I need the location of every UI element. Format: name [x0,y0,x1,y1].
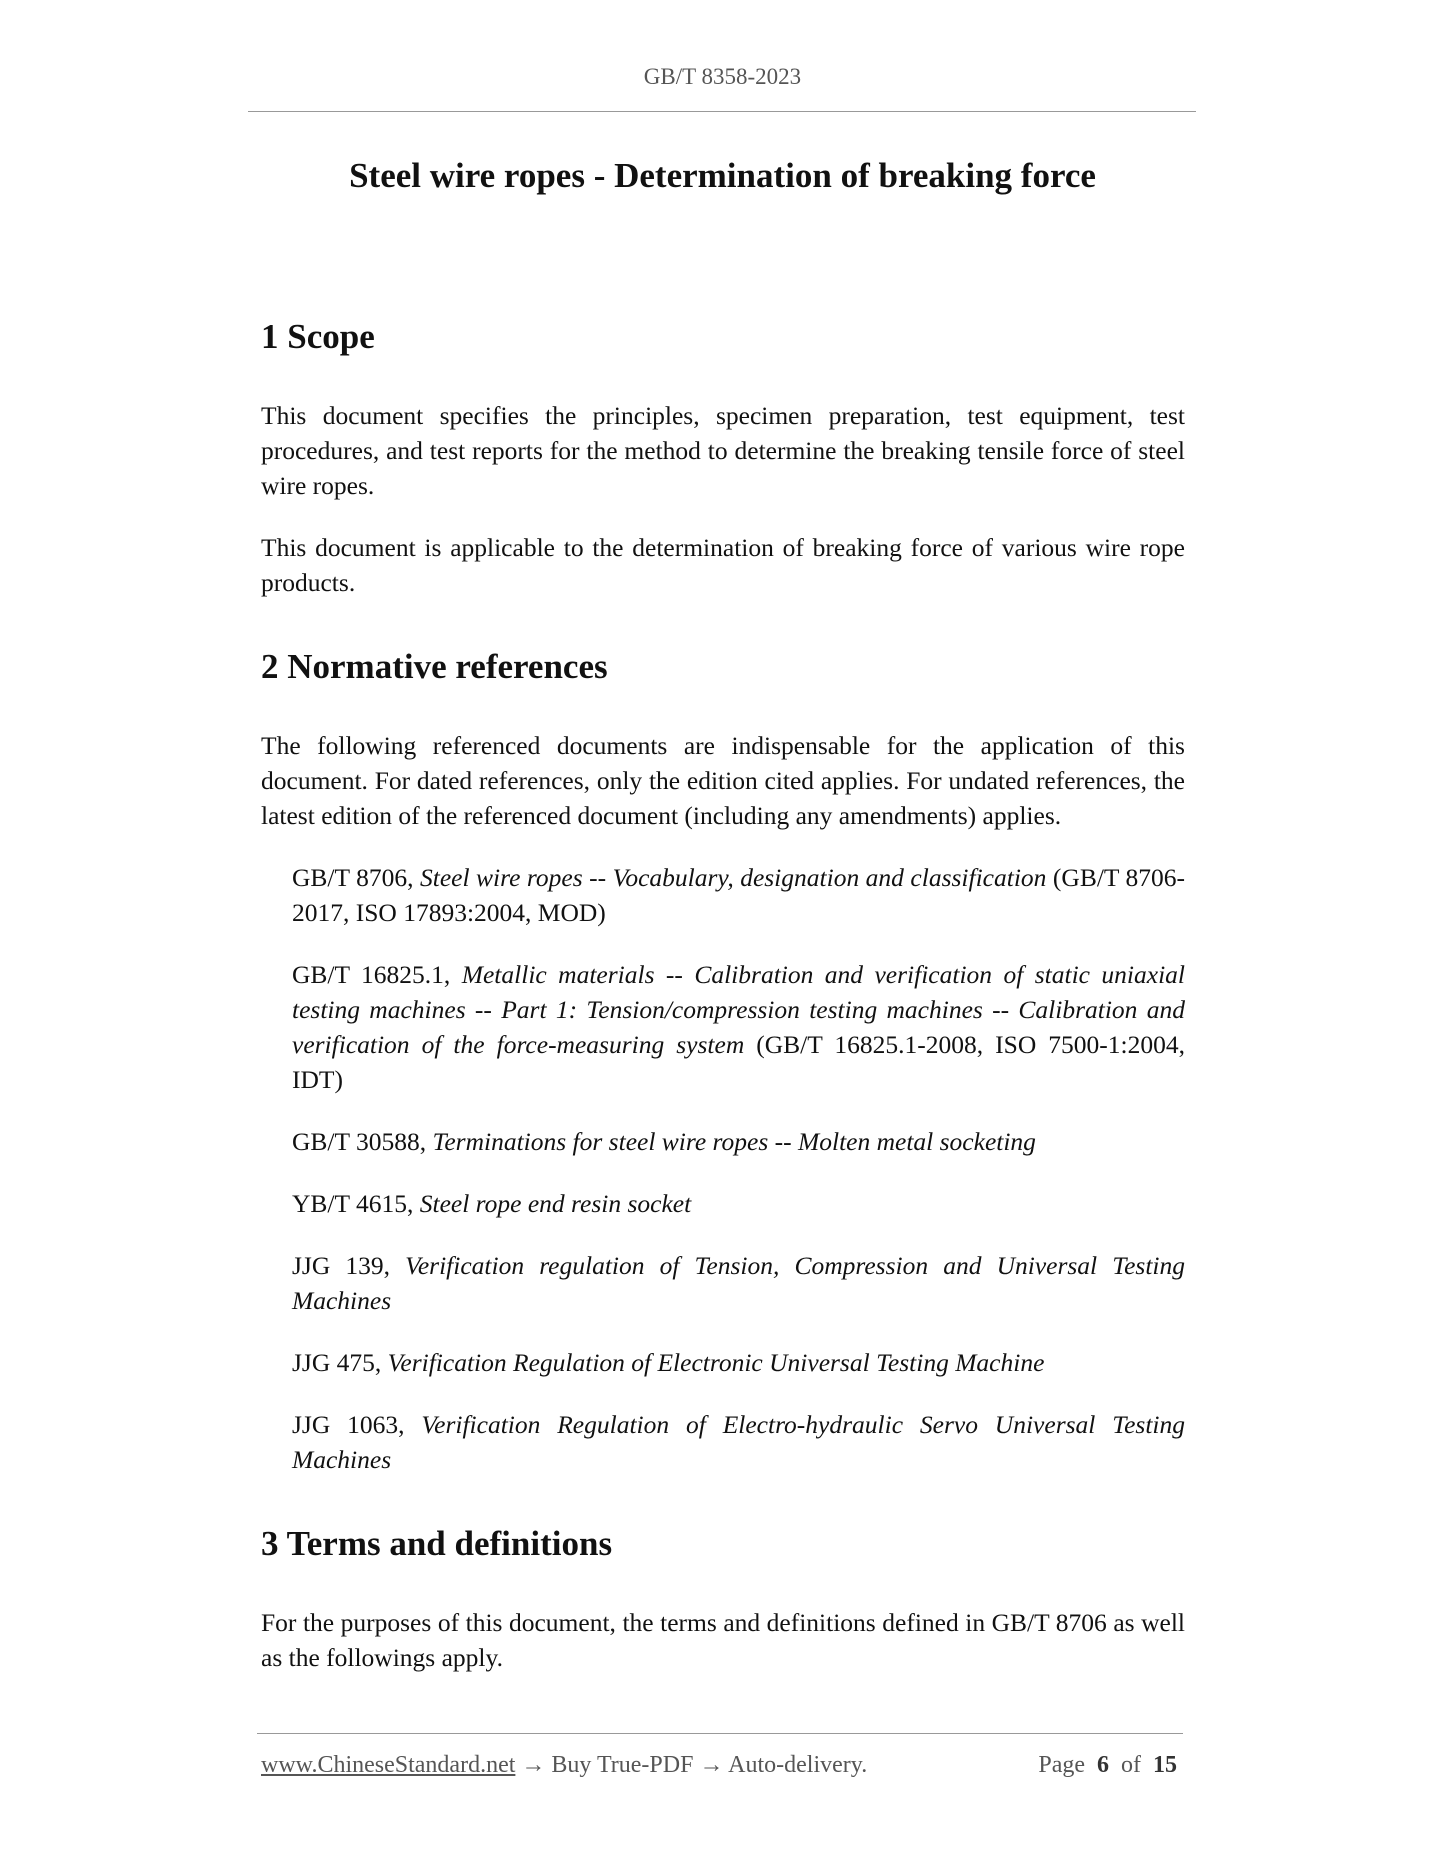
reference-item [292,957,1185,1097]
section-heading-normative-references: 2 Normative references [261,647,608,686]
section-heading-terms-definitions: 3 Terms and definitions [261,1524,613,1563]
section-heading-scope: 1 Scope [261,317,375,356]
page-counter [1038,1752,1177,1779]
reference-title: Verification Regulation of Electronic Universal Testing Machine [387,1348,1045,1377]
current-page-number: 6 [1097,1752,1109,1778]
document-body [261,316,1185,1702]
reference-code: JJG 139, [292,1251,406,1280]
arrow-right-icon: → [521,1752,546,1778]
normative-intro-paragraph: The following referenced documents are indispensable for the application of this document. For dated references, only the edition cited applies. For undated references, the latest edition of the referenced document (including any amendments) applies. [261,731,1185,830]
reference-item [292,1407,1185,1477]
reference-suffix: (GB/T 8706-2017, ISO 17893:2004, MOD) [292,863,1186,927]
auto-delivery-text: Auto-delivery. [728,1752,868,1778]
reference-suffix: (GB/T 16825.1-2008, ISO 7500-1:2004, IDT) [292,1030,1185,1094]
page-footer [261,1752,1177,1779]
header-doc-id: GB/T 8358-2023 [643,64,802,89]
reference-code: YB/T 4615, [292,1189,420,1218]
reference-title: Steel wire ropes -- Vocabulary, designation and classification [419,863,1047,892]
reference-item [292,860,1185,930]
arrow-right-icon: → [699,1752,724,1778]
page-label: Page [1038,1752,1085,1778]
header-divider [248,111,1196,112]
website-link[interactable]: www.ChineseStandard.net [261,1752,516,1778]
total-page-count: 15 [1153,1752,1177,1778]
reference-code: JJG 1063, [292,1410,422,1439]
footer-divider [257,1733,1183,1734]
reference-code: GB/T 8706, [292,863,420,892]
scope-paragraph-2: This document is applicable to the determination of breaking force of various wire rope products. [261,533,1185,597]
reference-item [292,1124,1185,1159]
reference-item [292,1345,1185,1380]
buy-true-pdf-text: Buy True-PDF [551,1752,694,1778]
terms-paragraph-1: For the purposes of this document, the terms and definitions defined in GB/T 8706 as well as the followings apply. [261,1608,1185,1672]
reference-item [292,1248,1185,1318]
reference-title: Verification regulation of Tension, Compression and Universal Testing Machines [292,1251,1185,1315]
reference-title: Steel rope end resin socket [419,1189,692,1218]
of-label: of [1121,1752,1141,1778]
reference-code: JJG 475, [292,1348,388,1377]
reference-title: Verification Regulation of Electro-hydraulic Servo Universal Testing Machines [292,1410,1185,1474]
page-header [0,64,1445,90]
reference-title: Metallic materials -- Calibration and verification of static uniaxial testing machines -- Part 1: Tension/compression testing machines -- Calibration and verification of the force-measuring system [292,960,1185,1059]
document-title: Steel wire ropes - Determination of breaking force [349,156,1096,195]
scope-paragraph-1: This document specifies the principles, specimen preparation, test equipment, test procedures, and test reports for the method to determine the breaking tensile force of steel wire ropes. [261,401,1185,500]
reference-title: Terminations for steel wire ropes -- Molten metal socketing [432,1127,1036,1156]
reference-item [292,1186,1185,1221]
reference-code: GB/T 16825.1, [292,960,462,989]
reference-code: GB/T 30588, [292,1127,433,1156]
